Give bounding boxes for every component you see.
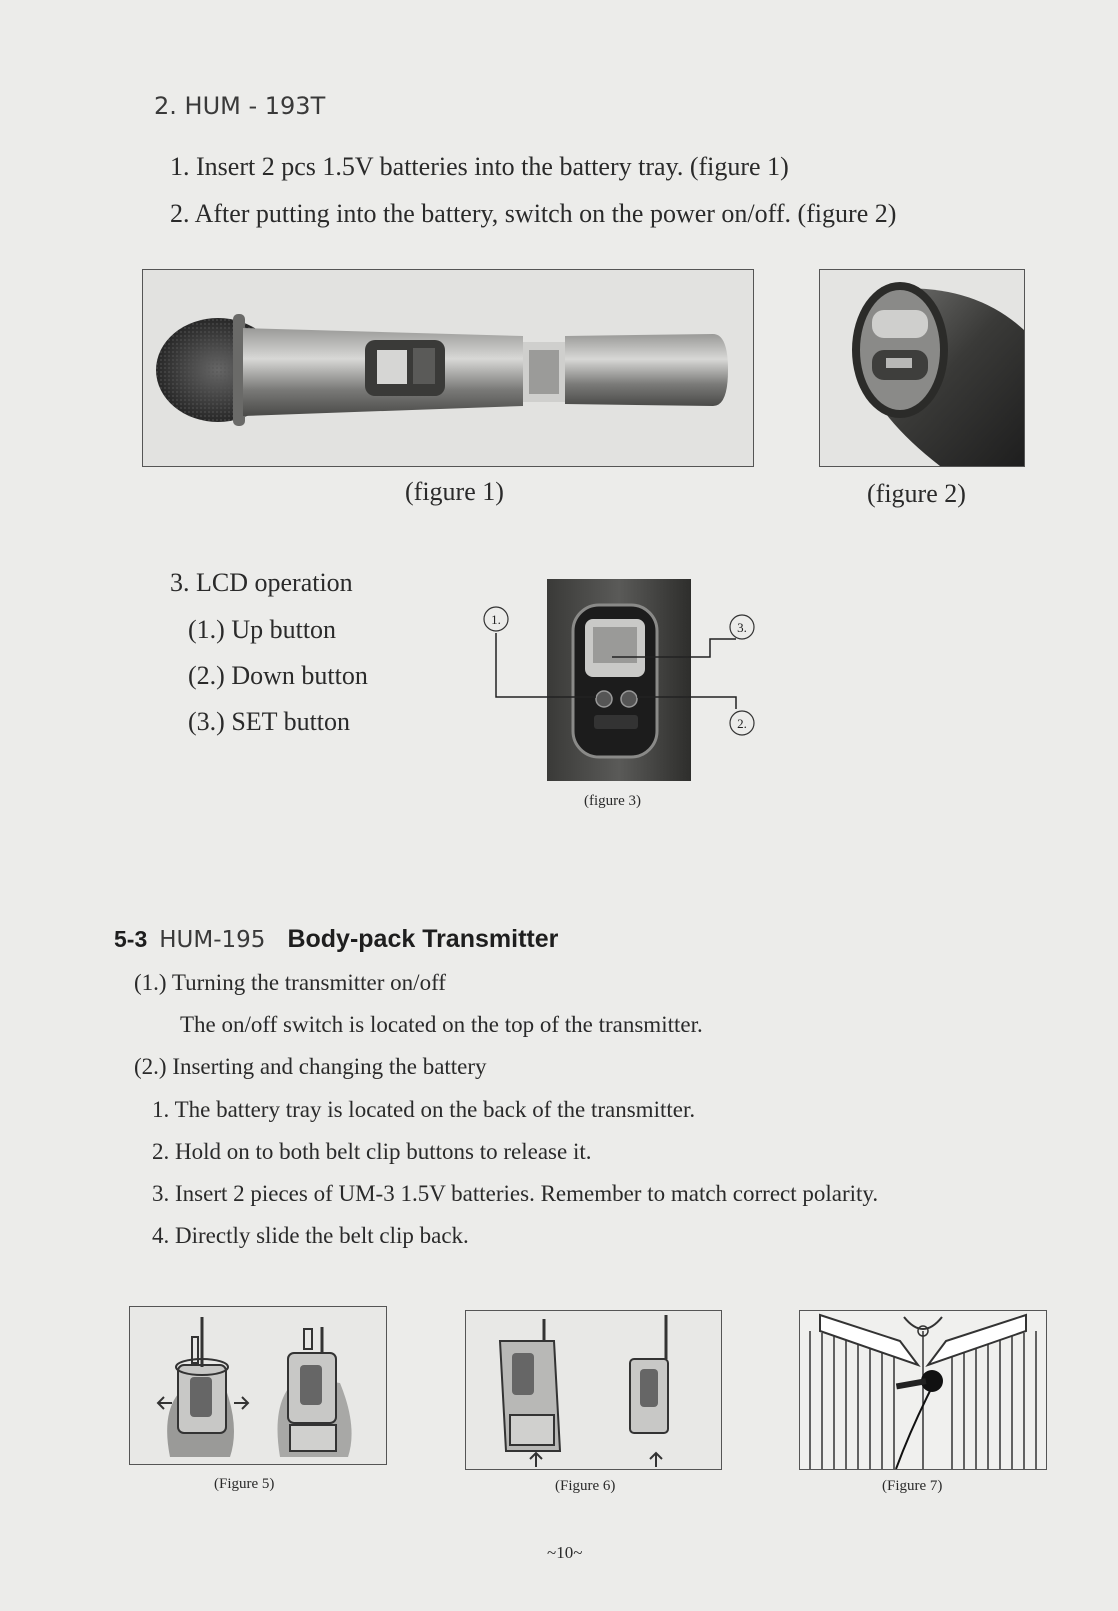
figure-5-belt-clip-release-image	[129, 1306, 387, 1465]
lcd-item-set-button: (3.) SET button	[188, 707, 351, 736]
figure-2-caption: (figure 2)	[867, 479, 966, 508]
page-number: ~10~	[547, 1543, 583, 1562]
battery-step-2: 2. Hold on to both belt clip buttons to release it.	[152, 1139, 592, 1164]
figure-3-caption: (figure 3)	[584, 793, 642, 809]
lcd-item-down-button: (2.) Down button	[188, 661, 368, 690]
lcd-item-up-button: (1.) Up button	[188, 615, 337, 644]
section-number: 5-3	[114, 926, 148, 952]
section-heading-hum193t: 2. HUM - 193T	[154, 92, 326, 120]
step-line-2: 2. After putting into the battery, switch on the power on/off. (figure 2)	[170, 199, 897, 228]
section-title: Body-pack Transmitter	[287, 925, 559, 953]
figure-7-lapel-mic-image	[799, 1310, 1047, 1470]
subheading-battery: (2.) Inserting and changing the battery	[134, 1054, 487, 1079]
figure-6-belt-clip-slide-image	[465, 1310, 722, 1470]
figure-2-battery-compartment-image	[819, 269, 1025, 467]
figure-1-microphone-image	[142, 269, 754, 467]
section-model: HUM-195	[159, 927, 266, 953]
battery-step-3: 3. Insert 2 pieces of UM-3 1.5V batteries. Remember to match correct polarity.	[152, 1181, 879, 1206]
figure-3-lcd-diagram	[470, 575, 770, 785]
callout-3: 3.	[737, 620, 747, 635]
figure-1-caption: (figure 1)	[405, 477, 504, 506]
battery-step-4: 4. Directly slide the belt clip back.	[152, 1223, 469, 1248]
figure-5-caption: (Figure 5)	[214, 1476, 275, 1492]
step-line-1: 1. Insert 2 pcs 1.5V batteries into the battery tray. (figure 1)	[170, 152, 789, 181]
subheading-turning-on-off: (1.) Turning the transmitter on/off	[134, 970, 446, 995]
on-off-description: The on/off switch is located on the top of the transmitter.	[180, 1012, 703, 1037]
lcd-operation-title: 3. LCD operation	[170, 568, 353, 597]
section-heading-body-pack	[114, 925, 558, 954]
figure-7-caption: (Figure 7)	[882, 1478, 943, 1494]
battery-step-1: 1. The battery tray is located on the back of the transmitter.	[152, 1097, 696, 1122]
callout-1: 1.	[491, 612, 501, 627]
callout-2: 2.	[737, 716, 747, 731]
figure-6-caption: (Figure 6)	[555, 1478, 616, 1494]
